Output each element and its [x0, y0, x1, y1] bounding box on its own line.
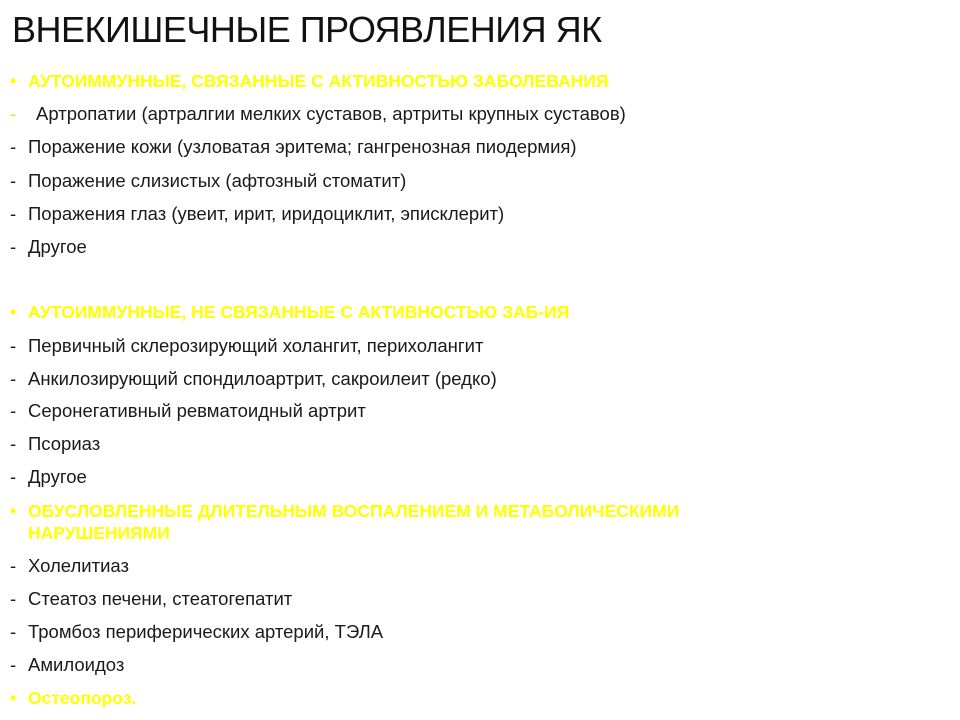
dash-icon: -: [10, 555, 17, 576]
dash-icon: -: [10, 433, 17, 454]
slide-title: ВНЕКИШЕЧНЫЕ ПРОЯВЛЕНИЯ ЯК: [12, 9, 602, 50]
dash-icon: -: [10, 103, 17, 124]
dash-icon: -: [10, 466, 17, 487]
list-item: - Серонегативный ревматоидный артрит: [10, 400, 366, 421]
bullet-icon: •: [10, 71, 17, 91]
dash-icon: -: [10, 621, 17, 642]
dash-icon: -: [10, 236, 17, 257]
dash-icon: -: [10, 368, 17, 389]
section1-heading: • АУТОИММУННЫЕ, СВЯЗАННЫЕ С АКТИВНОСТЬЮ ЗАБОЛЕВАНИЯ: [10, 71, 609, 91]
bullet-icon: •: [10, 501, 17, 521]
list-item: - Другое: [10, 236, 87, 257]
dash-icon: -: [10, 203, 17, 224]
list-item: - Анкилозирующий спондилоартрит, сакроилеит (редко): [10, 368, 497, 389]
section3-heading: • ОБУСЛОВЛЕННЫЕ ДЛИТЕЛЬНЫМ ВОСПАЛЕНИЕМ И МЕТАБОЛИЧЕСКИМИ НАРУШЕНИЯМИ: [10, 501, 680, 543]
list-item: - Поражения глаз (увеит, ирит, иридоциклит, эписклерит): [10, 203, 505, 224]
list-item: - Амилоидоз: [10, 654, 125, 675]
section2-heading: • АУТОИММУННЫЕ, НЕ СВЯЗАННЫЕ С АКТИВНОСТЬЮ ЗАБ-ИЯ: [10, 302, 570, 322]
list-item: - Тромбоз периферических артерий, ТЭЛА: [10, 621, 384, 642]
dash-icon: -: [10, 400, 17, 421]
list-item: - Стеатоз печени, стеатогепатит: [10, 588, 293, 609]
dash-icon: -: [10, 170, 17, 191]
list-item: - Поражение слизистых (афтозный стоматит): [10, 170, 407, 191]
list-item: - Первичный склерозирующий холангит, перихолангит: [10, 335, 484, 356]
bullet-icon: •: [10, 302, 17, 322]
list-item: - Артропатии (артралгии мелких суставов, артриты крупных суставов): [10, 103, 626, 124]
dash-icon: -: [10, 136, 17, 157]
dash-icon: -: [10, 588, 17, 609]
list-item: - Поражение кожи (узловатая эритема; гангренозная пиодермия): [10, 136, 577, 157]
dash-icon: -: [10, 654, 17, 675]
dash-icon: -: [10, 335, 17, 356]
final-heading: • Остеопороз.: [10, 688, 137, 708]
list-item: - Другое: [10, 466, 87, 487]
bullet-icon: •: [10, 688, 17, 708]
list-item: - Псориаз: [10, 433, 101, 454]
list-item: - Холелитиаз: [10, 555, 129, 576]
